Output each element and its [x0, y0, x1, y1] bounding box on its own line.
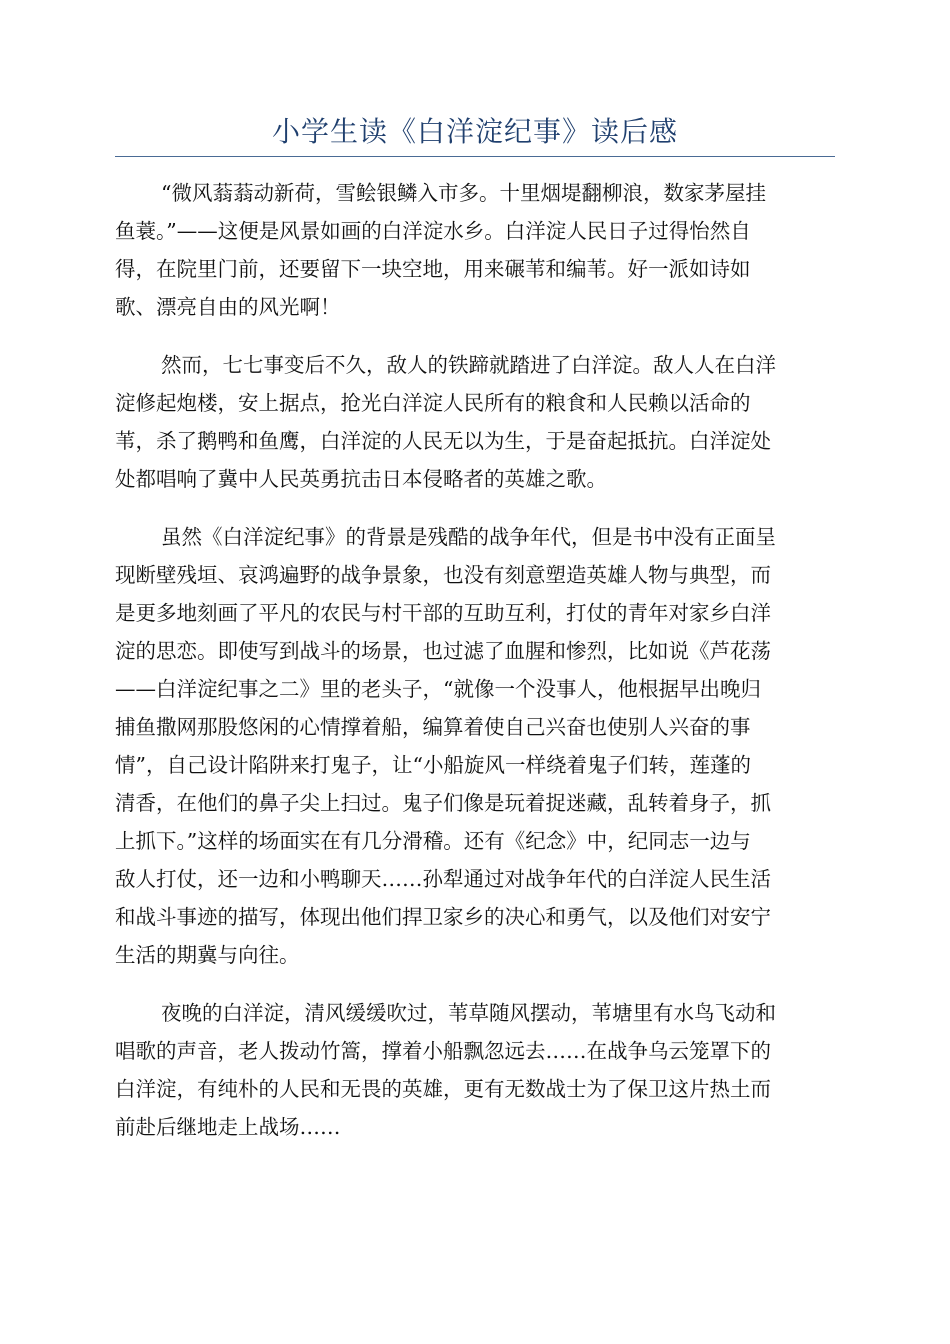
paragraph — [115, 994, 835, 1146]
title-block — [115, 112, 835, 157]
paragraph-line: 得，在院里门前，还要留下一块空地，用来碾苇和编苇。好一派如诗如 — [115, 257, 751, 281]
page-title: 小学生读《白洋淀纪事》读后感 — [271, 115, 678, 148]
paragraph-line: 现断壁残垣、哀鸿遍野的战争景象，也没有刻意塑造英雄人物与典型，而 — [115, 563, 771, 587]
paragraph-line: 苇，杀了鹅鸭和鱼鹰，白洋淀的人民无以为生，于是奋起抵抗。白洋淀处 — [115, 429, 771, 453]
paragraph-line: 情”，自己设计陷阱来打鬼子，让“小船旋风一样绕着鬼子们转，莲蓬的 — [115, 753, 751, 777]
paragraph-line: 唱歌的声音，老人拨动竹篙，撑着小船飘忽远去……在战争乌云笼罩下的 — [115, 1039, 771, 1063]
paragraph-line: 淀的思恋。即使写到战斗的场景，也过滤了血腥和惨烈，比如说《芦花荡 — [115, 639, 771, 663]
paragraph-line: 是更多地刻画了平凡的农民与村干部的互助互利，打仗的青年对家乡白洋 — [115, 601, 771, 625]
paragraph-line: 处都唱响了冀中人民英勇抗击日本侵略者的英雄之歌。 — [115, 467, 607, 491]
paragraph — [115, 174, 835, 326]
paragraph — [115, 518, 835, 974]
paragraph-line: 然而，七七事变后不久，敌人的铁蹄就踏进了白洋淀。敌人人在白洋 — [161, 353, 776, 377]
paragraph-line: 夜晚的白洋淀，清风缓缓吹过，苇草随风摆动，苇塘里有水鸟飞动和 — [161, 1001, 776, 1025]
paragraph-line: 捕鱼撒网那股悠闲的心情撑着船，编算着使自己兴奋也使别人兴奋的事 — [115, 715, 751, 739]
paragraph-line: 清香，在他们的鼻子尖上扫过。鬼子们像是玩着捉迷藏，乱转着身子，抓 — [115, 791, 771, 815]
paragraph-line: 上抓下。”这样的场面实在有几分滑稽。还有《纪念》中，纪同志一边与 — [115, 829, 751, 853]
paragraph-line: 白洋淀，有纯朴的人民和无畏的英雄，更有无数战士为了保卫这片热土而 — [115, 1077, 771, 1101]
paragraph-line: 和战斗事迹的描写，体现出他们捍卫家乡的决心和勇气，以及他们对安宁 — [115, 905, 771, 929]
paragraph-line: 鱼蓑。”——这便是风景如画的白洋淀水乡。白洋淀人民日子过得怡然自 — [115, 219, 751, 243]
paragraph-line: ——白洋淀纪事之二》里的老头子，“就像一个没事人，他根据早出晚归 — [115, 677, 761, 701]
document-body — [115, 174, 835, 1166]
paragraph-line: 前赴后继地走上战场…… — [115, 1115, 341, 1139]
paragraph-line: 虽然《白洋淀纪事》的背景是残酷的战争年代，但是书中没有正面呈 — [161, 525, 776, 549]
paragraph-line: “微风蓊蓊动新荷，雪鲙银鳞入市多。十里烟堤翻柳浪，数家茅屋挂 — [161, 181, 766, 205]
paragraph-line: 淀修起炮楼，安上据点，抢光白洋淀人民所有的粮食和人民赖以活命的 — [115, 391, 751, 415]
paragraph-line: 歌、漂亮自由的风光啊！ — [115, 295, 341, 319]
paragraph-line: 敌人打仗，还一边和小鸭聊天……孙犁通过对战争年代的白洋淀人民生活 — [115, 867, 771, 891]
paragraph-line: 生活的期冀与向往。 — [115, 943, 300, 967]
paragraph — [115, 346, 835, 498]
